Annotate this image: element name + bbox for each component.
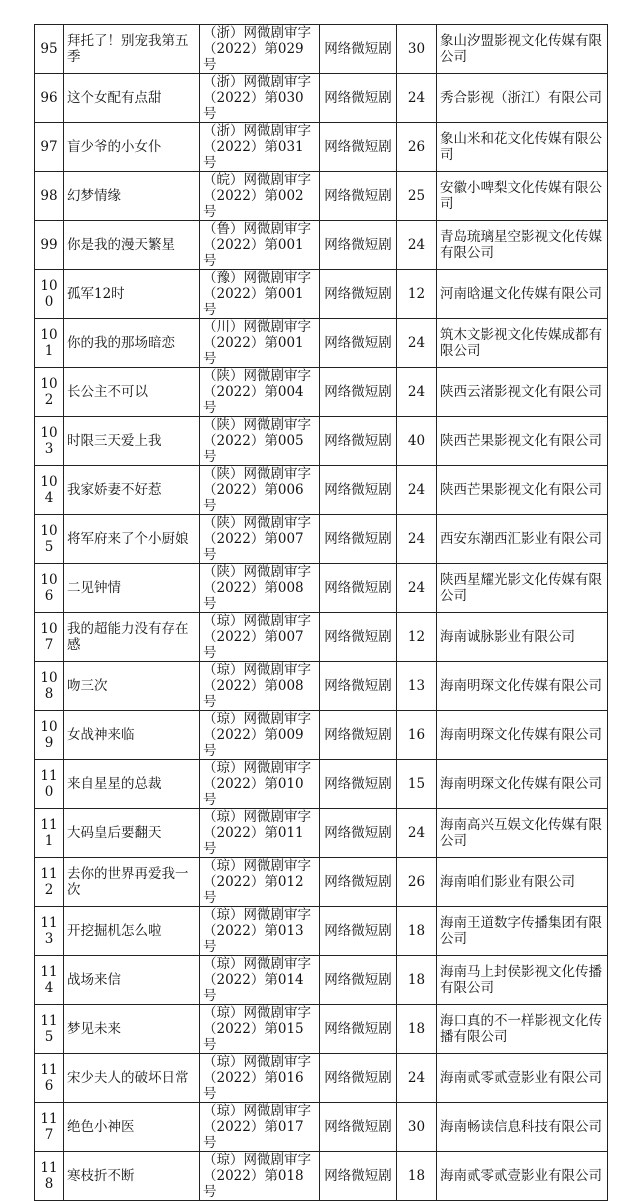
drama-title-cell: 时限三天爱上我 — [64, 417, 200, 466]
drama-title-cell: 你是我的漫天繁星 — [64, 221, 200, 270]
license-number-cell: （琼）网微剧审字（2022）第018号 — [200, 1152, 320, 1201]
drama-title-cell: 拜托了！别宠我第五季 — [64, 25, 200, 74]
episode-count-cell: 30 — [397, 25, 437, 74]
drama-title-cell: 战场来信 — [64, 956, 200, 1005]
episode-count-cell: 26 — [397, 123, 437, 172]
table-row — [35, 74, 608, 123]
production-company-cell: 海南畅读信息科技有限公司 — [437, 1103, 608, 1152]
drama-type-cell: 网络微短剧 — [320, 368, 397, 417]
drama-title-cell: 女战神来临 — [64, 711, 200, 760]
drama-type-cell: 网络微短剧 — [320, 858, 397, 907]
drama-title-cell: 二见钟情 — [64, 564, 200, 613]
license-number-cell: （浙）网微剧审字（2022）第029号 — [200, 25, 320, 74]
row-number-cell: 98 — [35, 172, 64, 221]
production-company-cell: 海南明琛文化传媒有限公司 — [437, 711, 608, 760]
drama-type-cell: 网络微短剧 — [320, 613, 397, 662]
table-row — [35, 711, 608, 760]
approval-table — [34, 24, 608, 1201]
row-number-cell: 118 — [35, 1152, 64, 1201]
episode-count-cell: 24 — [397, 466, 437, 515]
table-row — [35, 760, 608, 809]
episode-count-cell: 18 — [397, 1152, 437, 1201]
drama-title-cell: 梦见未来 — [64, 1005, 200, 1054]
row-number-cell: 116 — [35, 1054, 64, 1103]
production-company-cell: 象山汐盟影视文化传媒有限公司 — [437, 25, 608, 74]
row-number-cell: 112 — [35, 858, 64, 907]
episode-count-cell: 24 — [397, 368, 437, 417]
row-number-cell: 103 — [35, 417, 64, 466]
row-number-cell: 106 — [35, 564, 64, 613]
episode-count-cell: 12 — [397, 613, 437, 662]
drama-type-cell: 网络微短剧 — [320, 466, 397, 515]
row-number-cell: 101 — [35, 319, 64, 368]
row-number-cell: 97 — [35, 123, 64, 172]
row-number-cell: 95 — [35, 25, 64, 74]
episode-count-cell: 18 — [397, 907, 437, 956]
drama-title-cell: 你的我的那场暗恋 — [64, 319, 200, 368]
license-number-cell: （琼）网微剧审字（2022）第009号 — [200, 711, 320, 760]
episode-count-cell: 25 — [397, 172, 437, 221]
table-row — [35, 368, 608, 417]
drama-title-cell: 我的超能力没有存在感 — [64, 613, 200, 662]
license-number-cell: （琼）网微剧审字（2022）第010号 — [200, 760, 320, 809]
license-number-cell: （琼）网微剧审字（2022）第007号 — [200, 613, 320, 662]
drama-title-cell: 幻梦情缘 — [64, 172, 200, 221]
drama-type-cell: 网络微短剧 — [320, 74, 397, 123]
production-company-cell: 筑木文影视文化传媒成都有限公司 — [437, 319, 608, 368]
license-number-cell: （琼）网微剧审字（2022）第014号 — [200, 956, 320, 1005]
row-number-cell: 115 — [35, 1005, 64, 1054]
table-row — [35, 172, 608, 221]
episode-count-cell: 24 — [397, 74, 437, 123]
row-number-cell: 114 — [35, 956, 64, 1005]
row-number-cell: 117 — [35, 1103, 64, 1152]
production-company-cell: 海南王道数字传播集团有限公司 — [437, 907, 608, 956]
license-number-cell: （浙）网微剧审字（2022）第031号 — [200, 123, 320, 172]
license-number-cell: （陕）网微剧审字（2022）第008号 — [200, 564, 320, 613]
table-row — [35, 613, 608, 662]
drama-type-cell: 网络微短剧 — [320, 515, 397, 564]
drama-type-cell: 网络微短剧 — [320, 662, 397, 711]
episode-count-cell: 24 — [397, 1054, 437, 1103]
drama-title-cell: 大码皇后要翻天 — [64, 809, 200, 858]
license-number-cell: （琼）网微剧审字（2022）第012号 — [200, 858, 320, 907]
row-number-cell: 110 — [35, 760, 64, 809]
episode-count-cell: 24 — [397, 221, 437, 270]
episode-count-cell: 24 — [397, 564, 437, 613]
row-number-cell: 104 — [35, 466, 64, 515]
table-row — [35, 466, 608, 515]
table-row — [35, 270, 608, 319]
drama-type-cell: 网络微短剧 — [320, 809, 397, 858]
episode-count-cell: 18 — [397, 1005, 437, 1054]
production-company-cell: 陕西星耀光影文化传媒有限公司 — [437, 564, 608, 613]
production-company-cell: 海口真的不一样影视文化传播有限公司 — [437, 1005, 608, 1054]
production-company-cell: 海南贰零贰壹影业有限公司 — [437, 1152, 608, 1201]
production-company-cell: 陕西云渚影视文化有限公司 — [437, 368, 608, 417]
drama-type-cell: 网络微短剧 — [320, 1054, 397, 1103]
production-company-cell: 陕西芒果影视文化有限公司 — [437, 417, 608, 466]
license-number-cell: （陕）网微剧审字（2022）第007号 — [200, 515, 320, 564]
license-number-cell: （琼）网微剧审字（2022）第013号 — [200, 907, 320, 956]
production-company-cell: 海南明琛文化传媒有限公司 — [437, 760, 608, 809]
drama-type-cell: 网络微短剧 — [320, 25, 397, 74]
drama-type-cell: 网络微短剧 — [320, 907, 397, 956]
row-number-cell: 113 — [35, 907, 64, 956]
episode-count-cell: 24 — [397, 515, 437, 564]
table-row — [35, 858, 608, 907]
row-number-cell: 107 — [35, 613, 64, 662]
license-number-cell: （琼）网微剧审字（2022）第008号 — [200, 662, 320, 711]
license-number-cell: （琼）网微剧审字（2022）第017号 — [200, 1103, 320, 1152]
episode-count-cell: 16 — [397, 711, 437, 760]
drama-type-cell: 网络微短剧 — [320, 760, 397, 809]
table-row — [35, 319, 608, 368]
drama-type-cell: 网络微短剧 — [320, 956, 397, 1005]
production-company-cell: 陕西芒果影视文化有限公司 — [437, 466, 608, 515]
drama-type-cell: 网络微短剧 — [320, 123, 397, 172]
drama-title-cell: 去你的世界再爱我一次 — [64, 858, 200, 907]
drama-title-cell: 这个女配有点甜 — [64, 74, 200, 123]
license-number-cell: （琼）网微剧审字（2022）第015号 — [200, 1005, 320, 1054]
drama-type-cell: 网络微短剧 — [320, 1005, 397, 1054]
drama-type-cell: 网络微短剧 — [320, 711, 397, 760]
production-company-cell: 海南贰零贰壹影业有限公司 — [437, 1054, 608, 1103]
production-company-cell: 青岛琉璃星空影视文化传媒有限公司 — [437, 221, 608, 270]
license-number-cell: （琼）网微剧审字（2022）第016号 — [200, 1054, 320, 1103]
production-company-cell: 海南高兴互娱文化传媒有限公司 — [437, 809, 608, 858]
table-row — [35, 1005, 608, 1054]
drama-title-cell: 绝色小神医 — [64, 1103, 200, 1152]
drama-type-cell: 网络微短剧 — [320, 221, 397, 270]
drama-type-cell: 网络微短剧 — [320, 564, 397, 613]
row-number-cell: 99 — [35, 221, 64, 270]
drama-title-cell: 孤军12时 — [64, 270, 200, 319]
table-row — [35, 1103, 608, 1152]
drama-title-cell: 来自星星的总裁 — [64, 760, 200, 809]
row-number-cell: 102 — [35, 368, 64, 417]
license-number-cell: （浙）网微剧审字（2022）第030号 — [200, 74, 320, 123]
drama-title-cell: 吻三次 — [64, 662, 200, 711]
row-number-cell: 109 — [35, 711, 64, 760]
production-company-cell: 海南咱们影业有限公司 — [437, 858, 608, 907]
table-row — [35, 809, 608, 858]
drama-type-cell: 网络微短剧 — [320, 270, 397, 319]
production-company-cell: 海南马上封侯影视文化传播有限公司 — [437, 956, 608, 1005]
episode-count-cell: 18 — [397, 956, 437, 1005]
table-row — [35, 956, 608, 1005]
table-row — [35, 123, 608, 172]
drama-title-cell: 将军府来了个小厨娘 — [64, 515, 200, 564]
production-company-cell: 秀合影视（浙江）有限公司 — [437, 74, 608, 123]
license-number-cell: （鲁）网微剧审字（2022）第001号 — [200, 221, 320, 270]
drama-type-cell: 网络微短剧 — [320, 172, 397, 221]
row-number-cell: 96 — [35, 74, 64, 123]
license-number-cell: （陕）网微剧审字（2022）第006号 — [200, 466, 320, 515]
production-company-cell: 河南晗暹文化传媒有限公司 — [437, 270, 608, 319]
episode-count-cell: 40 — [397, 417, 437, 466]
license-number-cell: （琼）网微剧审字（2022）第011号 — [200, 809, 320, 858]
row-number-cell: 111 — [35, 809, 64, 858]
license-number-cell: （皖）网微剧审字（2022）第002号 — [200, 172, 320, 221]
drama-type-cell: 网络微短剧 — [320, 1103, 397, 1152]
license-number-cell: （川）网微剧审字（2022）第001号 — [200, 319, 320, 368]
drama-type-cell: 网络微短剧 — [320, 1152, 397, 1201]
row-number-cell: 100 — [35, 270, 64, 319]
table-row — [35, 417, 608, 466]
drama-title-cell: 盲少爷的小女仆 — [64, 123, 200, 172]
license-number-cell: （豫）网微剧审字（2022）第001号 — [200, 270, 320, 319]
license-number-cell: （陕）网微剧审字（2022）第004号 — [200, 368, 320, 417]
license-number-cell: （陕）网微剧审字（2022）第005号 — [200, 417, 320, 466]
production-company-cell: 安徽小啤梨文化传媒有限公司 — [437, 172, 608, 221]
table-row — [35, 907, 608, 956]
episode-count-cell: 24 — [397, 809, 437, 858]
drama-title-cell: 长公主不可以 — [64, 368, 200, 417]
row-number-cell: 105 — [35, 515, 64, 564]
production-company-cell: 海南诚脉影业有限公司 — [437, 613, 608, 662]
episode-count-cell: 15 — [397, 760, 437, 809]
row-number-cell: 108 — [35, 662, 64, 711]
table-row — [35, 515, 608, 564]
table-row — [35, 221, 608, 270]
table-row — [35, 25, 608, 74]
drama-title-cell: 我家娇妻不好惹 — [64, 466, 200, 515]
table-body — [35, 25, 608, 1201]
drama-type-cell: 网络微短剧 — [320, 417, 397, 466]
table-row — [35, 1152, 608, 1201]
production-company-cell: 海南明琛文化传媒有限公司 — [437, 662, 608, 711]
production-company-cell: 象山米和花文化传媒有限公司 — [437, 123, 608, 172]
drama-type-cell: 网络微短剧 — [320, 319, 397, 368]
table-row — [35, 1054, 608, 1103]
episode-count-cell: 30 — [397, 1103, 437, 1152]
episode-count-cell: 26 — [397, 858, 437, 907]
drama-title-cell: 宋少夫人的破坏日常 — [64, 1054, 200, 1103]
drama-title-cell: 开挖掘机怎么啦 — [64, 907, 200, 956]
episode-count-cell: 13 — [397, 662, 437, 711]
episode-count-cell: 24 — [397, 319, 437, 368]
production-company-cell: 西安东潮西汇影业有限公司 — [437, 515, 608, 564]
drama-title-cell: 寒枝折不断 — [64, 1152, 200, 1201]
table-row — [35, 662, 608, 711]
episode-count-cell: 12 — [397, 270, 437, 319]
table-row — [35, 564, 608, 613]
